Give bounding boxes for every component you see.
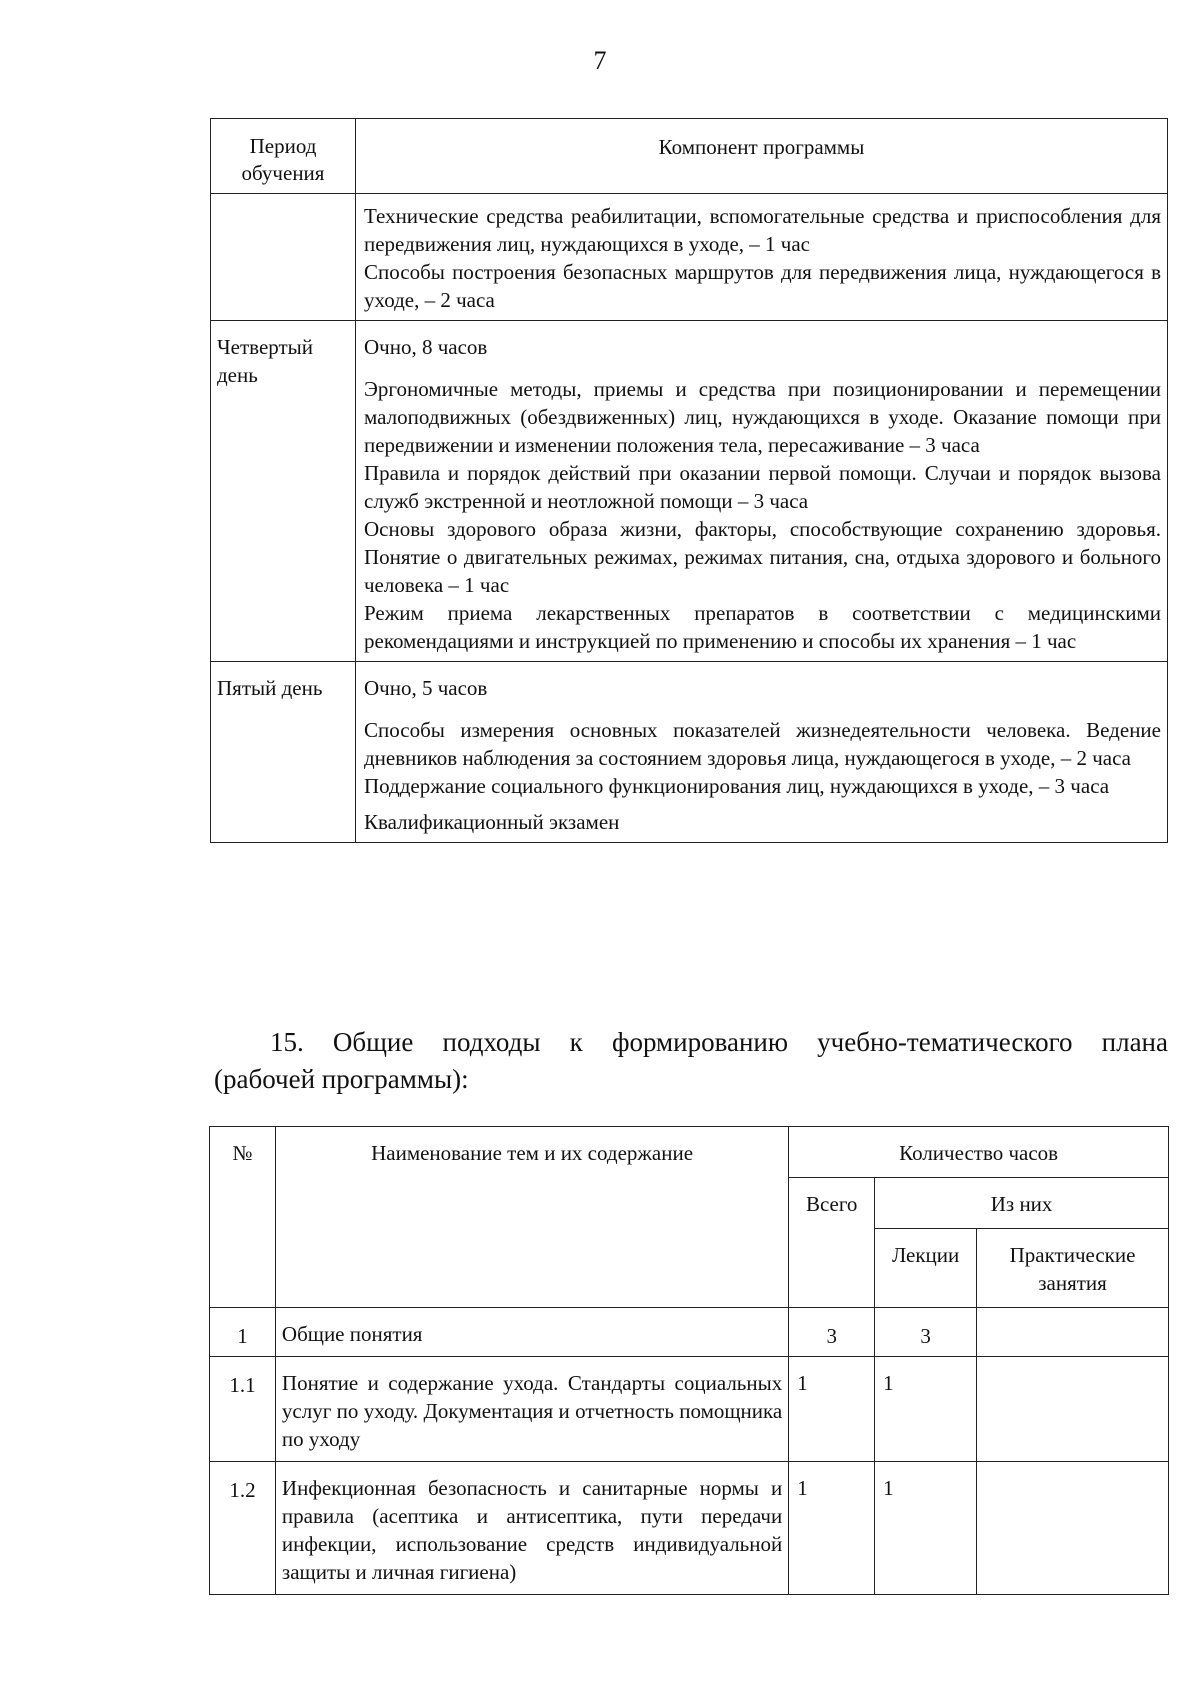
list-item: Режим приема лекарственных препаратов в соответствии с медицинскими рекомендациями и инструкцией по применению и способы их хранения – 1 час xyxy=(364,601,1161,653)
header-component: Компонент программы xyxy=(356,119,1168,194)
header-name: Наименование тем и их содержание xyxy=(275,1127,788,1308)
program-schedule-table xyxy=(210,118,1168,843)
row-name-text: Понятие и содержание ухода. Стандарты социальных услуг по уходу. Документация и отчетность помощника по уходу xyxy=(281,1371,783,1451)
row-total: 1 xyxy=(789,1462,875,1595)
row-practice xyxy=(977,1308,1169,1357)
row-practice xyxy=(977,1357,1169,1462)
period-cell: Четвертый день xyxy=(211,321,356,662)
period-cell: Пятый день xyxy=(211,662,356,843)
component-cell xyxy=(356,321,1168,662)
header-hours: Количество часов xyxy=(789,1127,1169,1178)
table-row xyxy=(211,321,1168,662)
component-cell xyxy=(356,194,1168,321)
section-heading-line: 15. Общие подходы к формированию учебно-тематического плана xyxy=(270,1027,1168,1057)
list-item: Технические средства реабилитации, вспомогательные средства и приспособления для передвижения лиц, нуждающихся в уходе, – 1 час xyxy=(364,204,1161,256)
row-name xyxy=(275,1462,788,1595)
component-cell xyxy=(356,662,1168,843)
list-item: Квалификационный экзамен xyxy=(364,810,620,834)
study-mode: Очно, 5 часов xyxy=(364,676,488,700)
header-num: № xyxy=(210,1127,276,1308)
table-row xyxy=(211,194,1168,321)
row-total: 1 xyxy=(789,1357,875,1462)
row-num: 1 xyxy=(210,1308,276,1357)
header-period: Период обучения xyxy=(211,119,356,194)
row-num: 1.1 xyxy=(210,1357,276,1462)
table-row xyxy=(210,1308,1169,1357)
row-name-text: Инфекционная безопасность и санитарные нормы и правила (асептика и антисептика, пути передачи инфекции, использование средств индивидуальной защиты и личная гигиена) xyxy=(281,1476,783,1584)
section-heading xyxy=(214,1024,1168,1098)
table-row xyxy=(211,662,1168,843)
row-num: 1.2 xyxy=(210,1462,276,1595)
row-lectures: 3 xyxy=(875,1308,977,1357)
row-lectures: 1 xyxy=(875,1357,977,1462)
row-practice xyxy=(977,1462,1169,1595)
curriculum-table xyxy=(209,1126,1169,1595)
page-number: 7 xyxy=(593,46,607,75)
row-name: Общие понятия xyxy=(275,1308,788,1357)
list-item: Эргономичные методы, приемы и средства при позиционировании и перемещении малоподвижных (обездвиженных) лиц, нуждающихся в уходе. Оказание помощи при передвижении и изменении положения тела, пересаживание – 3 часа xyxy=(364,377,1161,457)
list-item: Способы построения безопасных маршрутов для передвижения лица, нуждающегося в уходе, – 2 часа xyxy=(364,260,1161,312)
list-item: Поддержание социального функционирования лиц, нуждающихся в уходе, – 3 часа xyxy=(364,774,1110,798)
row-lectures: 1 xyxy=(875,1462,977,1595)
table-row xyxy=(210,1357,1169,1462)
header-total: Всего xyxy=(789,1178,875,1308)
study-mode: Очно, 8 часов xyxy=(364,335,488,359)
header-practice: Практические занятия xyxy=(977,1229,1169,1308)
row-total: 3 xyxy=(789,1308,875,1357)
row-name xyxy=(275,1357,788,1462)
table-header-row xyxy=(211,119,1168,194)
table-row xyxy=(210,1462,1169,1595)
list-item: Способы измерения основных показателей жизнедеятельности человека. Ведение дневников наблюдения за состоянием здоровья лица, нуждающегося в уходе, – 2 часа xyxy=(364,718,1161,770)
section-heading-line: (рабочей программы): xyxy=(214,1064,469,1094)
list-item: Основы здорового образа жизни, факторы, способствующие сохранению здоровья. Понятие о двигательных режимах, режимах питания, сна, отдыха здорового и больного человека – 1 час xyxy=(364,517,1161,597)
list-item: Правила и порядок действий при оказании первой помощи. Случаи и порядок вызова служб экстренной и неотложной помощи – 3 часа xyxy=(364,461,1161,513)
header-lectures: Лекции xyxy=(875,1229,977,1308)
table-header-row xyxy=(210,1127,1169,1178)
header-of-which: Из них xyxy=(875,1178,1169,1229)
period-cell-empty xyxy=(211,194,356,321)
